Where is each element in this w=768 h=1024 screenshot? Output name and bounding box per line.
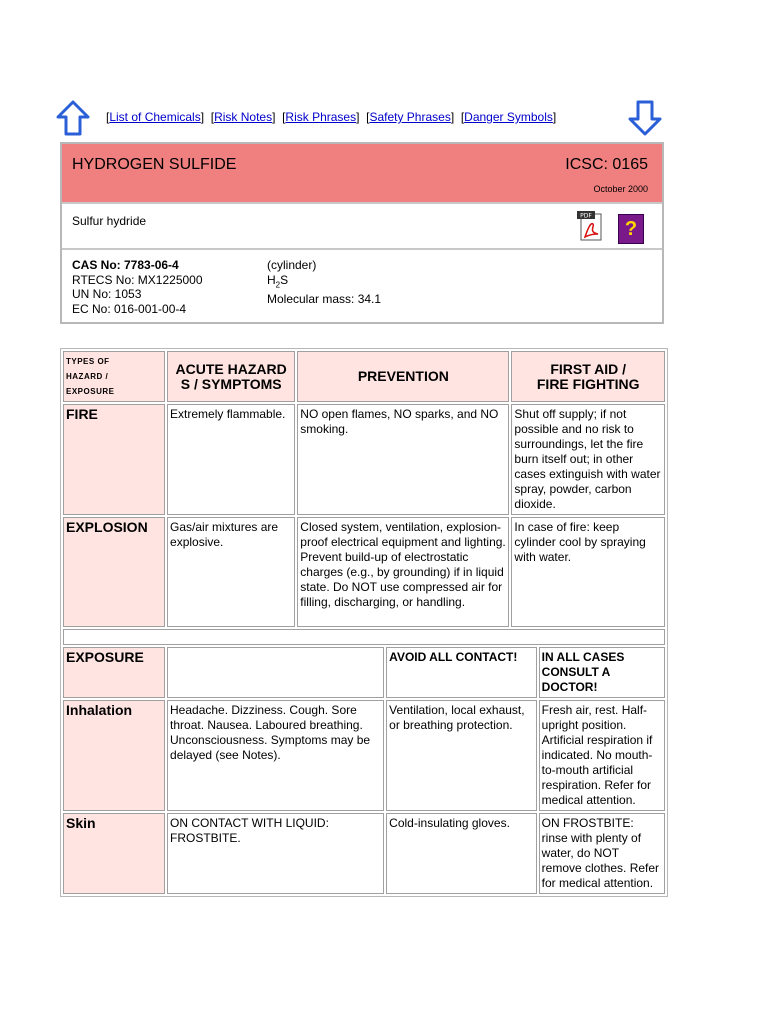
table-spacer-row <box>63 629 665 645</box>
exposure-acute <box>167 647 384 698</box>
physical-form: (cylinder) <box>267 258 317 272</box>
nav-links: [List of Chemicals] [Risk Notes] [Risk Phrases] [Safety Phrases] [Danger Symbols] <box>106 110 557 124</box>
table-row-exposure <box>63 647 665 698</box>
row-label-inhalation: Inhalation <box>63 700 165 811</box>
rtecs-number: RTECS No: MX1225000 <box>72 272 203 287</box>
row-label-skin: Skin <box>63 813 165 894</box>
arrow-down-icon[interactable] <box>628 100 662 136</box>
hazard-table <box>60 348 668 897</box>
synonym: Sulfur hydride <box>72 214 147 228</box>
row-label-explosion: EXPLOSION <box>63 517 165 627</box>
skin-acute: ON CONTACT WITH LIQUID: FROSTBITE. <box>167 813 384 894</box>
un-number: UN No: 1053 <box>72 287 142 301</box>
row-label-exposure: EXPOSURE <box>63 647 165 698</box>
explosion-first-aid: In case of fire: keep cylinder cool by spraying with water. <box>511 517 665 627</box>
link-list-of-chemicals[interactable]: List of Chemicals <box>109 110 201 124</box>
arrow-up-icon[interactable] <box>56 100 90 136</box>
chemical-header-card <box>60 142 664 324</box>
link-risk-phrases[interactable]: Risk Phrases <box>285 110 357 124</box>
identifiers-block <box>62 250 662 322</box>
link-safety-phrases[interactable]: Safety Phrases <box>369 110 451 124</box>
explosion-prevention: Closed system, ventilation, explosion-proof electrical equipment and lighting. Prevent build-up of electrostatic charges (e.g., by grounding) if in liquid state. Do NOT use compressed air for filling, discharging, or handling. <box>297 517 509 627</box>
pdf-icon[interactable] <box>576 210 606 242</box>
synonym-row <box>62 204 662 250</box>
chemical-name: HYDROGEN SULFIDE <box>72 156 237 173</box>
header-first-aid: FIRST AID / FIRE FIGHTING <box>511 351 665 402</box>
exposure-first-aid: IN ALL CASES CONSULT A DOCTOR! <box>539 647 665 698</box>
link-danger-symbols[interactable]: Danger Symbols <box>464 110 553 124</box>
header-acute-hazards: ACUTE HAZARD S / SYMPTOMS <box>167 351 295 402</box>
ec-number: EC No: 016-001-00-4 <box>72 301 187 316</box>
formula-block <box>267 258 381 307</box>
exposure-prevention: AVOID ALL CONTACT! <box>386 647 537 698</box>
revision-date: October 2000 <box>593 184 648 194</box>
identifier-numbers <box>72 258 203 316</box>
help-icon[interactable]: ? <box>618 214 644 244</box>
inhalation-prevention: Ventilation, local exhaust, or breathing protection. <box>386 700 537 811</box>
fire-first-aid: Shut off supply; if not possible and no risk to surroundings, let the fire burn itself out; in other cases extinguish with water spray, powder, carbon dioxide. <box>511 404 665 515</box>
svg-text:PDF: PDF <box>580 212 592 220</box>
header-types-of-hazard: TYPES OF HAZARD / EXPOSURE <box>63 351 165 402</box>
inhalation-acute: Headache. Dizziness. Cough. Sore throat. Nausea. Laboured breathing. Unconsciousness. Symptoms may be delayed (see Notes). <box>167 700 384 811</box>
cas-number: CAS No: 7783-06-4 <box>72 258 179 272</box>
table-header-row <box>63 351 665 402</box>
fire-prevention: NO open flames, NO sparks, and NO smoking. <box>297 404 509 515</box>
title-bar <box>62 144 662 204</box>
skin-prevention: Cold-insulating gloves. <box>386 813 537 894</box>
table-row-inhalation <box>63 700 665 811</box>
chemical-formula: $H_2S$ <box>267 272 289 289</box>
inhalation-first-aid: Fresh air, rest. Half-upright position. Artificial respiration if indicated. No mouth-to-mouth artificial respiration. Refer for medical attention. <box>539 700 665 811</box>
molecular-mass: Molecular mass: 34.1 <box>267 292 382 307</box>
link-risk-notes[interactable]: Risk Notes <box>214 110 273 124</box>
navigation-bar <box>56 100 664 136</box>
icsc-number: ICSC: 0165 <box>565 156 648 173</box>
explosion-acute: Gas/air mixtures are explosive. <box>167 517 295 627</box>
row-label-fire: FIRE <box>63 404 165 515</box>
table-row-fire <box>63 404 665 515</box>
skin-first-aid: ON FROSTBITE: rinse with plenty of water, do NOT remove clothes. Refer for medical attention. <box>539 813 665 894</box>
header-prevention: PREVENTION <box>297 351 509 402</box>
spacer-cell <box>63 629 665 645</box>
table-row-skin <box>63 813 665 894</box>
table-row-explosion <box>63 517 665 627</box>
fire-acute: Extremely flammable. <box>167 404 295 515</box>
